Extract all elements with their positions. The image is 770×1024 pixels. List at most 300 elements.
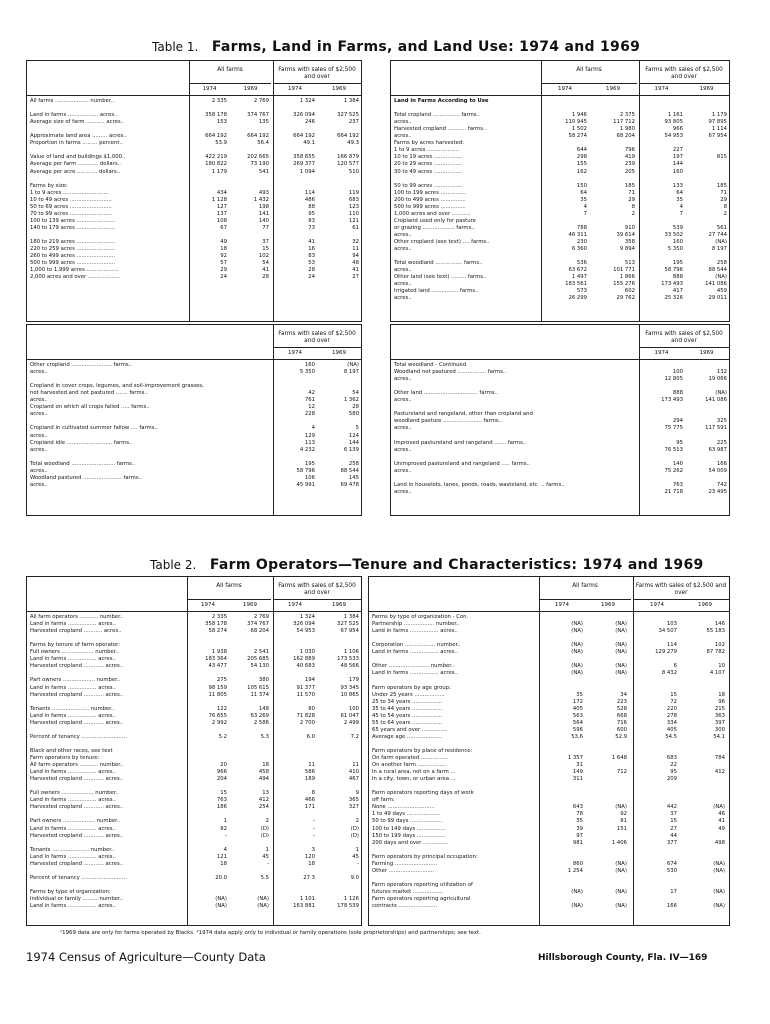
cell-value: 412 bbox=[258, 797, 269, 804]
cell-value: 28 bbox=[352, 404, 359, 411]
table-row bbox=[27, 748, 361, 755]
cell-value: 166 879 bbox=[337, 154, 359, 161]
row-label: Harvested cropland ............ acres.. bbox=[30, 804, 124, 811]
table-row bbox=[27, 670, 361, 677]
cell-value: 173 493 bbox=[661, 281, 683, 288]
table-row bbox=[27, 232, 361, 239]
cell-value: 52.9 bbox=[615, 733, 627, 740]
cell-value: 377 bbox=[666, 839, 677, 846]
cell-value: 442 bbox=[666, 804, 677, 811]
row-label: Woodland not pastured ................. farms.. bbox=[394, 369, 507, 376]
cell-value: 1 bbox=[355, 846, 359, 853]
table1-title-text: Farms, Land in Farms, and Land Use: 1974 and 1969 bbox=[211, 39, 641, 55]
table-row bbox=[27, 140, 361, 147]
row-label: 10 to 49 acres ......................... bbox=[30, 196, 112, 203]
row-label: acres.. bbox=[30, 481, 48, 488]
table-row bbox=[369, 699, 729, 706]
row-label: On another farm ................. bbox=[372, 762, 447, 769]
table1-right-panel bbox=[390, 60, 730, 322]
cell-value: 163 881 bbox=[293, 903, 315, 910]
cell-value: (NA) bbox=[615, 867, 627, 874]
year-header-row bbox=[187, 599, 271, 612]
table1-label: Table 1. bbox=[152, 40, 199, 54]
cell-value: 27 bbox=[352, 274, 359, 281]
cell-value: 58 274 bbox=[208, 628, 227, 635]
cell-value: 1 980 bbox=[619, 126, 635, 133]
table-row bbox=[27, 896, 361, 903]
cell-value: 63 987 bbox=[708, 446, 727, 453]
cell-value: 75 775 bbox=[664, 425, 683, 432]
cell-value: 7 bbox=[679, 210, 683, 217]
table-row bbox=[391, 154, 729, 161]
table1-lower-right-panel bbox=[390, 324, 730, 516]
cell-value: 2 375 bbox=[619, 112, 635, 119]
cell-value: 162 bbox=[576, 168, 587, 175]
cell-value: 1 030 bbox=[299, 649, 315, 656]
cell-value: 966 bbox=[672, 126, 683, 133]
cell-value: 150 bbox=[576, 182, 587, 189]
year-header-row bbox=[639, 347, 729, 360]
row-label: 50 to 69 acres ......................... bbox=[30, 203, 112, 210]
row-label: Total woodland ................ farms.. bbox=[394, 260, 483, 267]
cell-value: (NA) bbox=[615, 670, 627, 677]
table-row bbox=[391, 411, 729, 418]
cell-value: 33 502 bbox=[664, 231, 683, 238]
cell-value: 155 276 bbox=[613, 281, 635, 288]
column-group-header bbox=[187, 577, 271, 611]
row-label: Land in farms ................. acres.. bbox=[30, 684, 116, 691]
cell-value: 141 bbox=[258, 210, 269, 217]
cell-value: 29 011 bbox=[708, 295, 727, 302]
table-row bbox=[27, 769, 361, 776]
cell-value: 78 bbox=[576, 811, 583, 818]
cell-value: 97 bbox=[576, 832, 583, 839]
cell-value: 49.1 bbox=[303, 140, 315, 147]
table-row bbox=[369, 854, 729, 861]
cell-value: 498 bbox=[714, 839, 725, 846]
table-row bbox=[27, 112, 361, 119]
table-row bbox=[391, 468, 729, 475]
table-header bbox=[391, 61, 729, 96]
cell-value: (D) bbox=[350, 832, 359, 839]
cell-value: 121 bbox=[348, 217, 359, 224]
cell-value: 151 bbox=[616, 825, 627, 832]
cell-value: 3 bbox=[311, 846, 315, 853]
row-label: Harvested cropland ........... acres.. bbox=[30, 628, 122, 635]
cell-value: 434 bbox=[216, 189, 227, 196]
cell-value: 98 159 bbox=[208, 684, 227, 691]
cell-value: 539 bbox=[672, 224, 683, 231]
table-row bbox=[391, 288, 729, 295]
cell-value: (NA) bbox=[571, 642, 583, 649]
table-row bbox=[27, 154, 361, 161]
cell-value: 1 406 bbox=[611, 839, 627, 846]
year-label: 1974 bbox=[288, 602, 302, 608]
cell-value: 910 bbox=[624, 224, 635, 231]
cell-value: 6 bbox=[673, 663, 677, 670]
cell-value: 363 bbox=[714, 712, 725, 719]
table-row bbox=[369, 762, 729, 769]
cell-value: 35 bbox=[576, 818, 583, 825]
year-label: 1974 bbox=[555, 602, 569, 608]
cell-value: 1 179 bbox=[211, 168, 227, 175]
cell-value: 68 204 bbox=[616, 133, 635, 140]
cell-value: 1 106 bbox=[343, 649, 359, 656]
table-row bbox=[391, 204, 729, 211]
table-row bbox=[369, 811, 729, 818]
row-label: All farms .................... number.. bbox=[30, 98, 114, 104]
cell-value: 17 bbox=[670, 888, 677, 895]
cell-value: (NA) bbox=[615, 621, 627, 628]
table-header bbox=[27, 577, 361, 612]
table-row bbox=[27, 811, 361, 818]
cell-value: 100 bbox=[348, 705, 359, 712]
table-row bbox=[27, 621, 361, 628]
year-label: 1974 bbox=[654, 86, 669, 92]
row-label: Cropland in cultivated summer fallow .... farms.. bbox=[30, 425, 158, 432]
cell-value: 49.3 bbox=[347, 140, 359, 147]
cell-value: 162 889 bbox=[293, 656, 315, 663]
cell-value: (NA) bbox=[615, 642, 627, 649]
year-label: 1974 bbox=[650, 602, 664, 608]
cell-value: 129 bbox=[304, 432, 315, 439]
cell-value: 114 bbox=[304, 189, 315, 196]
row-label: acres.. bbox=[394, 295, 412, 302]
cell-value: 1 946 bbox=[571, 112, 587, 119]
cell-value: 1 179 bbox=[711, 112, 727, 119]
cell-value: 417 bbox=[672, 288, 683, 295]
cell-value: 7.2 bbox=[350, 733, 359, 740]
table-row bbox=[27, 461, 361, 468]
table-row bbox=[391, 98, 729, 105]
cell-value: 228 bbox=[304, 411, 315, 418]
cell-value: 153 bbox=[216, 119, 227, 126]
table-row bbox=[391, 383, 729, 390]
table-row bbox=[27, 475, 361, 482]
cell-value: 95 bbox=[670, 769, 677, 776]
row-label: Improved pastureland and rangeland ....... farms.. bbox=[394, 439, 527, 446]
cell-value: 459 bbox=[716, 288, 727, 295]
cell-value: 28 bbox=[262, 274, 269, 281]
cell-value: 422 219 bbox=[205, 154, 227, 161]
table-row bbox=[27, 677, 361, 684]
year-label: 1974 bbox=[288, 350, 302, 356]
cell-value: 53.6 bbox=[571, 733, 583, 740]
cell-value: 34 bbox=[620, 691, 627, 698]
cell-value: 135 bbox=[258, 119, 269, 126]
table-row bbox=[27, 253, 361, 260]
table-row bbox=[369, 797, 729, 804]
cell-value: 205 bbox=[624, 168, 635, 175]
cell-value: 183 561 bbox=[565, 281, 587, 288]
table-row bbox=[369, 903, 729, 910]
cell-value: 194 bbox=[304, 677, 315, 684]
cell-value: 94 bbox=[352, 253, 359, 260]
cell-value: 683 bbox=[666, 755, 677, 761]
cell-value: 1 357 bbox=[567, 755, 583, 761]
cell-value: 173 533 bbox=[337, 656, 359, 663]
table-row bbox=[369, 621, 729, 628]
row-label: or grazing ................... farms.. bbox=[394, 224, 475, 231]
row-label: 100 to 199 acres ............... bbox=[394, 189, 466, 196]
year-label: 1974 bbox=[558, 86, 572, 92]
cell-value: 54 bbox=[262, 260, 269, 267]
cell-value: 9 894 bbox=[619, 246, 635, 253]
row-label: Total woodland - Continued bbox=[394, 362, 467, 368]
row-label: Other ........................... bbox=[372, 867, 435, 874]
table-row bbox=[27, 804, 361, 811]
column-group-title: Farms with sales of $2,500 and over bbox=[645, 331, 723, 344]
table-row bbox=[391, 454, 729, 461]
table-row bbox=[369, 861, 729, 868]
table-row bbox=[27, 642, 361, 649]
row-label: 200 to 499 acres ............... bbox=[394, 196, 466, 203]
cell-value: 513 bbox=[624, 260, 635, 267]
table-row bbox=[27, 685, 361, 692]
table-row bbox=[27, 176, 361, 183]
cell-value: 4 bbox=[311, 425, 315, 432]
cell-value: 82 bbox=[220, 825, 227, 832]
cell-value: 1 384 bbox=[343, 614, 359, 620]
cell-value: 11 bbox=[352, 762, 359, 769]
cell-value: (D) bbox=[350, 825, 359, 832]
cell-value: 664 192 bbox=[205, 133, 227, 140]
cell-value: 110 bbox=[348, 210, 359, 217]
row-label: acres.. bbox=[394, 267, 412, 274]
table-row bbox=[369, 628, 729, 635]
column-group-title: Farms with sales of $2,500 and over bbox=[278, 331, 356, 344]
cell-value: 31 bbox=[576, 762, 583, 769]
table-header bbox=[27, 61, 361, 96]
cell-value: 2 335 bbox=[211, 98, 227, 104]
table-row bbox=[369, 670, 729, 677]
row-label: 50 to 99 days ................... bbox=[372, 818, 443, 825]
table-row bbox=[27, 762, 361, 769]
table-row bbox=[27, 376, 361, 383]
row-label: Farm operators reporting days of work bbox=[372, 790, 474, 797]
cell-value: 64 bbox=[676, 189, 683, 196]
table-row bbox=[27, 614, 361, 621]
cell-value: 8 197 bbox=[711, 246, 727, 253]
row-label: Other ........................ number.. bbox=[372, 663, 455, 670]
row-label: Harvested cropland ............ acres.. bbox=[30, 719, 124, 726]
column-group-title: All farms bbox=[216, 583, 242, 589]
cell-value: 58 796 bbox=[664, 267, 683, 274]
column-group-title: All farms bbox=[576, 67, 602, 73]
table-row bbox=[369, 875, 729, 882]
cell-value: 41 bbox=[718, 818, 725, 825]
table-row bbox=[27, 861, 361, 868]
table-row bbox=[27, 468, 361, 475]
table2-title-text: Farm Operators—Tenure and Characteristics: 1974 and 1969 bbox=[209, 557, 704, 573]
cell-value: 1 497 bbox=[571, 274, 587, 281]
row-label: 220 to 259 acres ....................... bbox=[30, 246, 116, 253]
row-label: Tenants ...................... number.. bbox=[30, 705, 115, 712]
cell-value: 4 bbox=[223, 846, 227, 853]
column-group-header bbox=[541, 61, 637, 95]
row-label: Other cropland (see text) .... farms.. bbox=[394, 239, 490, 245]
row-label: Woodland pastured ....................... farms.. bbox=[30, 474, 142, 481]
cell-value: 18 bbox=[220, 246, 227, 253]
cell-value: 110 945 bbox=[565, 119, 587, 126]
cell-value: 45 bbox=[262, 853, 269, 860]
row-label: Land in farms ................. acres.. bbox=[372, 649, 458, 656]
table-row bbox=[369, 776, 729, 783]
table-row bbox=[27, 882, 361, 889]
row-label: 500 to 999 acres ............... bbox=[394, 203, 466, 210]
table-row bbox=[27, 204, 361, 211]
row-label: Pastureland and rangeland, other than cropland and bbox=[394, 411, 533, 418]
row-label: Farm operators by age group: bbox=[372, 684, 451, 691]
cell-value: 173 493 bbox=[661, 397, 683, 404]
table-row bbox=[369, 833, 729, 840]
table-row bbox=[27, 783, 361, 790]
year-label: 1969 bbox=[699, 350, 714, 356]
cell-value: (NA) bbox=[615, 804, 627, 811]
cell-value: 510 bbox=[348, 168, 359, 175]
cell-value: 23 495 bbox=[708, 488, 727, 495]
row-label: acres.. bbox=[30, 411, 48, 418]
table-row bbox=[27, 239, 361, 246]
cell-value: 5 350 bbox=[299, 369, 315, 376]
cell-value: 223 bbox=[616, 698, 627, 705]
cell-value: 1 094 bbox=[299, 168, 315, 175]
cell-value: (NA) bbox=[347, 362, 359, 368]
row-label: On farm operated ................ bbox=[372, 755, 448, 761]
table1-left-panel bbox=[26, 60, 362, 322]
row-label: woodland pasture ....................... farms.. bbox=[394, 418, 502, 425]
cell-value: 1 362 bbox=[343, 397, 359, 404]
table-row bbox=[369, 748, 729, 755]
cell-value: 45 bbox=[352, 853, 359, 860]
table-row bbox=[369, 826, 729, 833]
cell-value: 179 bbox=[348, 677, 359, 684]
year-header-row bbox=[273, 347, 361, 360]
cell-value: 148 bbox=[258, 705, 269, 712]
table-row bbox=[369, 635, 729, 642]
cell-value: 101 771 bbox=[613, 267, 635, 274]
cell-value: (NA) bbox=[571, 621, 583, 628]
table-row bbox=[27, 692, 361, 699]
table-row bbox=[27, 161, 361, 168]
column-group-title: All farms bbox=[217, 67, 243, 73]
cell-value: 21 718 bbox=[664, 488, 683, 495]
table-row bbox=[391, 105, 729, 112]
table-row bbox=[369, 685, 729, 692]
cell-value: 96 bbox=[718, 698, 725, 705]
cell-value: 2 700 bbox=[299, 719, 315, 726]
cell-value: 209 bbox=[666, 776, 677, 783]
cell-value: 15 bbox=[670, 691, 677, 698]
cell-value: 53.9 bbox=[215, 140, 227, 147]
cell-value: 13 bbox=[262, 790, 269, 797]
row-label: Farm operators by place of residence: bbox=[372, 747, 473, 754]
cell-value: 2 499 bbox=[343, 719, 359, 726]
row-label: Land in farms ................. acres.. bbox=[30, 656, 116, 663]
cell-value: 120 577 bbox=[337, 161, 359, 168]
cell-value: 37 bbox=[670, 811, 677, 818]
cell-value: 39 bbox=[576, 825, 583, 832]
row-label: Average per acre ............ dollars.. bbox=[30, 168, 121, 175]
cell-value: 600 bbox=[616, 726, 627, 733]
cell-value: 1 114 bbox=[711, 126, 727, 133]
table-row bbox=[391, 418, 729, 425]
table-row bbox=[27, 190, 361, 197]
table-row bbox=[27, 889, 361, 896]
cell-value: 1 432 bbox=[253, 196, 269, 203]
table-row bbox=[27, 663, 361, 670]
table-row bbox=[391, 232, 729, 239]
table-header bbox=[391, 325, 729, 360]
year-label: 1969 bbox=[332, 602, 346, 608]
cell-value: 10 865 bbox=[340, 691, 359, 698]
row-label: Corporation .................. number.. bbox=[372, 642, 461, 649]
table-row bbox=[27, 260, 361, 267]
row-label: Unimproved pastureland and rangeland ..... farms.. bbox=[394, 460, 530, 467]
cell-value: (NA) bbox=[571, 663, 583, 670]
table-header bbox=[27, 325, 361, 360]
row-label: 2,000 acres and over ................... bbox=[30, 274, 120, 281]
cell-value: (NA) bbox=[257, 896, 269, 902]
row-label: Harvested cropland ............ acres.. bbox=[30, 860, 124, 867]
cell-value: - bbox=[225, 832, 227, 839]
cell-value: 326 094 bbox=[293, 112, 315, 119]
cell-value: 49 bbox=[718, 825, 725, 832]
cell-value: 11 bbox=[352, 246, 359, 253]
year-header-row bbox=[273, 83, 361, 96]
row-label: 50 to 99 acres ................. bbox=[394, 182, 463, 189]
cell-value: 83 bbox=[308, 253, 315, 260]
cell-value: 124 bbox=[348, 432, 359, 439]
row-label: Proportion in farms ......... percent.. bbox=[30, 140, 123, 147]
cell-value: 58 274 bbox=[568, 133, 587, 140]
row-label: acres.. bbox=[394, 488, 412, 495]
cell-value: 42 bbox=[308, 390, 315, 397]
table-row bbox=[27, 246, 361, 253]
cell-value: 32 bbox=[352, 239, 359, 245]
cell-value: 108 bbox=[216, 217, 227, 224]
table-row bbox=[27, 656, 361, 663]
cell-value: 5.3 bbox=[260, 733, 269, 740]
table-row bbox=[369, 649, 729, 656]
cell-value: 2 769 bbox=[253, 98, 269, 104]
cell-value: 83 bbox=[308, 217, 315, 224]
cell-value: 668 bbox=[616, 712, 627, 719]
cell-value: 1 101 bbox=[299, 896, 315, 902]
cell-value: 29 bbox=[220, 267, 227, 274]
cell-value: 67 954 bbox=[708, 133, 727, 140]
cell-value: (NA) bbox=[215, 896, 227, 902]
row-label: Farms by type of organization: bbox=[30, 888, 111, 895]
cell-value: 275 bbox=[216, 677, 227, 684]
cell-value: 1 866 bbox=[619, 274, 635, 281]
cell-value: 122 bbox=[216, 705, 227, 712]
cell-value: 311 bbox=[572, 776, 583, 783]
row-label: 100 to 149 days ................. bbox=[372, 825, 446, 832]
column-group-header bbox=[273, 61, 361, 95]
cell-value: 2 bbox=[631, 210, 635, 217]
cell-value: 15 bbox=[262, 246, 269, 253]
cell-value: (NA) bbox=[615, 888, 627, 895]
table-row bbox=[369, 663, 729, 670]
table-row bbox=[391, 225, 729, 232]
table-row bbox=[27, 727, 361, 734]
row-label: acres.. bbox=[30, 397, 48, 404]
cell-value: 183 364 bbox=[205, 656, 227, 663]
cell-value: 22 bbox=[670, 762, 677, 769]
row-label: acres.. bbox=[394, 133, 412, 140]
row-label: Average size of farm ........... acres.. bbox=[30, 119, 125, 126]
